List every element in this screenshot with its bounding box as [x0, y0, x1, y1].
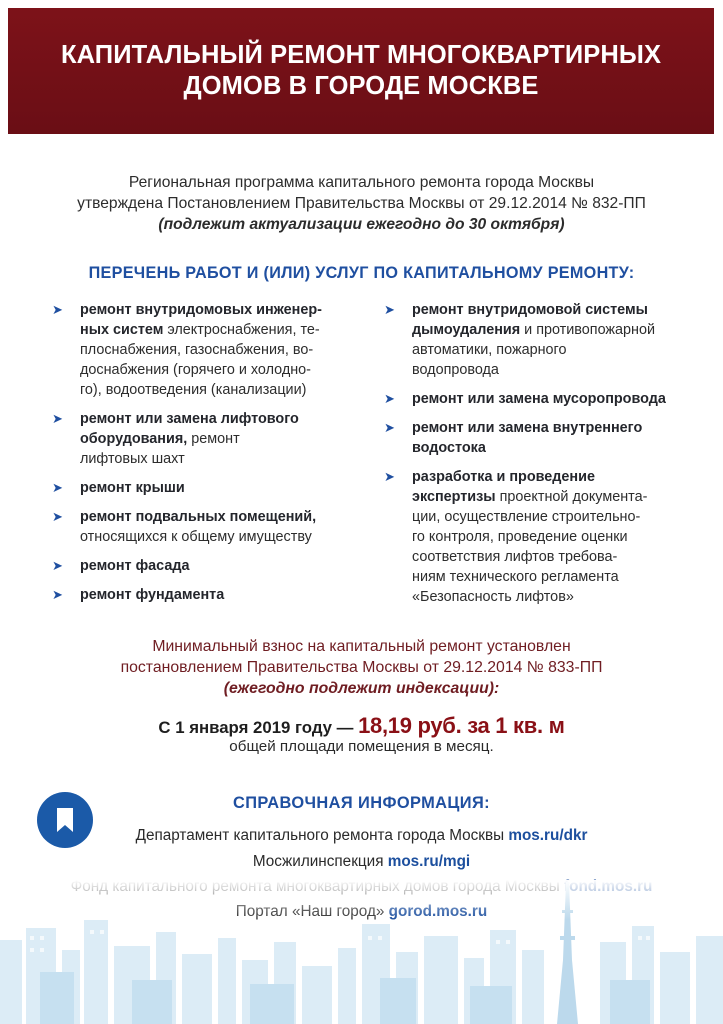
item-regular: и противопожарной автоматики, пожарного водопровода: [412, 322, 656, 378]
list-item: [384, 467, 684, 607]
list-item: [52, 409, 352, 469]
arrow-right-icon: ➤: [384, 391, 395, 406]
program-intro: [0, 172, 723, 235]
works-heading: ПЕРЕЧЕНЬ РАБОТ И (ИЛИ) УСЛУГ ПО КАПИТАЛЬНОМУ РЕМОНТУ:: [88, 264, 635, 282]
city-skyline-illustration: [0, 880, 723, 1024]
item-regular: ремонт лифтовых шахт: [80, 431, 240, 467]
arrow-right-icon: ➤: [384, 302, 395, 317]
item-regular: проектной документа- ции, осуществление строительно- го контроля, проведение оценки соответствия лифтов требова- ниям технического регламента «Безопасность лифтов»: [412, 489, 648, 605]
rate-line: [0, 713, 723, 739]
title-banner: [8, 8, 714, 134]
rate-suffix: общей площади помещения в месяц.: [229, 738, 494, 755]
page-title: КАПИТАЛЬНЫЙ РЕМОНТ МНОГОКВАРТИРНЫХ ДОМОВ В ГОРОДЕ МОСКВЕ: [60, 41, 662, 100]
works-list-right: [384, 300, 684, 616]
item-bold: ремонт фасада: [80, 558, 190, 574]
arrow-right-icon: ➤: [52, 558, 63, 573]
item-bold: ремонт внутридомовых инженер- ных систем: [80, 302, 322, 338]
contribution-line-1: Минимальный взнос на капитальный ремонт установлен: [152, 638, 571, 655]
rate-amount: 18,19 руб. за 1 кв. м: [358, 713, 565, 738]
item-bold: ремонт или замена внутреннего водостока: [412, 420, 643, 456]
arrow-right-icon: ➤: [52, 587, 63, 602]
reference-row: [0, 853, 723, 871]
arrow-right-icon: ➤: [384, 469, 395, 484]
reference-text: Мосжилинспекция: [252, 853, 388, 870]
intro-line-3: (подлежит актуализации ежегодно до 30 октября): [158, 216, 565, 233]
list-item: [52, 300, 352, 400]
arrow-right-icon: ➤: [52, 302, 63, 317]
reference-link[interactable]: mos.ru/dkr: [508, 827, 588, 844]
list-item: [52, 556, 352, 576]
arrow-right-icon: ➤: [384, 420, 395, 435]
contribution-block: [0, 636, 723, 699]
item-regular: электроснабжения, те- плоснабжения, газоснабжения, во- доснабжения (горячего и холодно- го), водоотведения (канализации): [80, 322, 320, 398]
list-item: [384, 389, 684, 409]
reference-link[interactable]: mos.ru/mgi: [387, 853, 471, 870]
list-item: [52, 507, 352, 547]
works-list-left: [52, 300, 352, 614]
item-bold: ремонт крыши: [80, 480, 185, 496]
item-bold: разработка и проведение экспертизы: [412, 469, 595, 505]
arrow-right-icon: ➤: [52, 480, 63, 495]
intro-line-1: Региональная программа капитального ремонта города Москвы: [128, 174, 595, 191]
list-item: [384, 300, 684, 380]
item-bold: ремонт подвальных помещений,: [80, 509, 317, 525]
list-item: [52, 585, 352, 605]
item-regular: относящихся к общему имуществу: [80, 529, 312, 545]
arrow-right-icon: ➤: [52, 411, 63, 426]
intro-line-2: утверждена Постановлением Правительства Москвы от 29.12.2014 № 832-ПП: [77, 195, 646, 212]
list-item: [384, 418, 684, 458]
item-bold: ремонт или замена мусоропровода: [412, 391, 666, 407]
contribution-line-2: постановлением Правительства Москвы от 29.12.2014 № 833-ПП: [120, 659, 603, 676]
list-item: [52, 478, 352, 498]
item-bold: ремонт фундамента: [80, 587, 225, 603]
reference-text: Департамент капитального ремонта города Москвы: [135, 827, 509, 844]
item-bold: ремонт или замена лифтового оборудования,: [80, 411, 299, 447]
rate-prefix: С 1 января 2019 году —: [158, 718, 359, 737]
arrow-right-icon: ➤: [52, 509, 63, 524]
contribution-line-3: (ежегодно подлежит индексации):: [223, 680, 500, 697]
item-bold: ремонт внутридомовой системы дымоудаления: [412, 302, 648, 338]
reference-heading: СПРАВОЧНАЯ ИНФОРМАЦИЯ:: [232, 794, 490, 812]
reference-row: [0, 827, 723, 845]
